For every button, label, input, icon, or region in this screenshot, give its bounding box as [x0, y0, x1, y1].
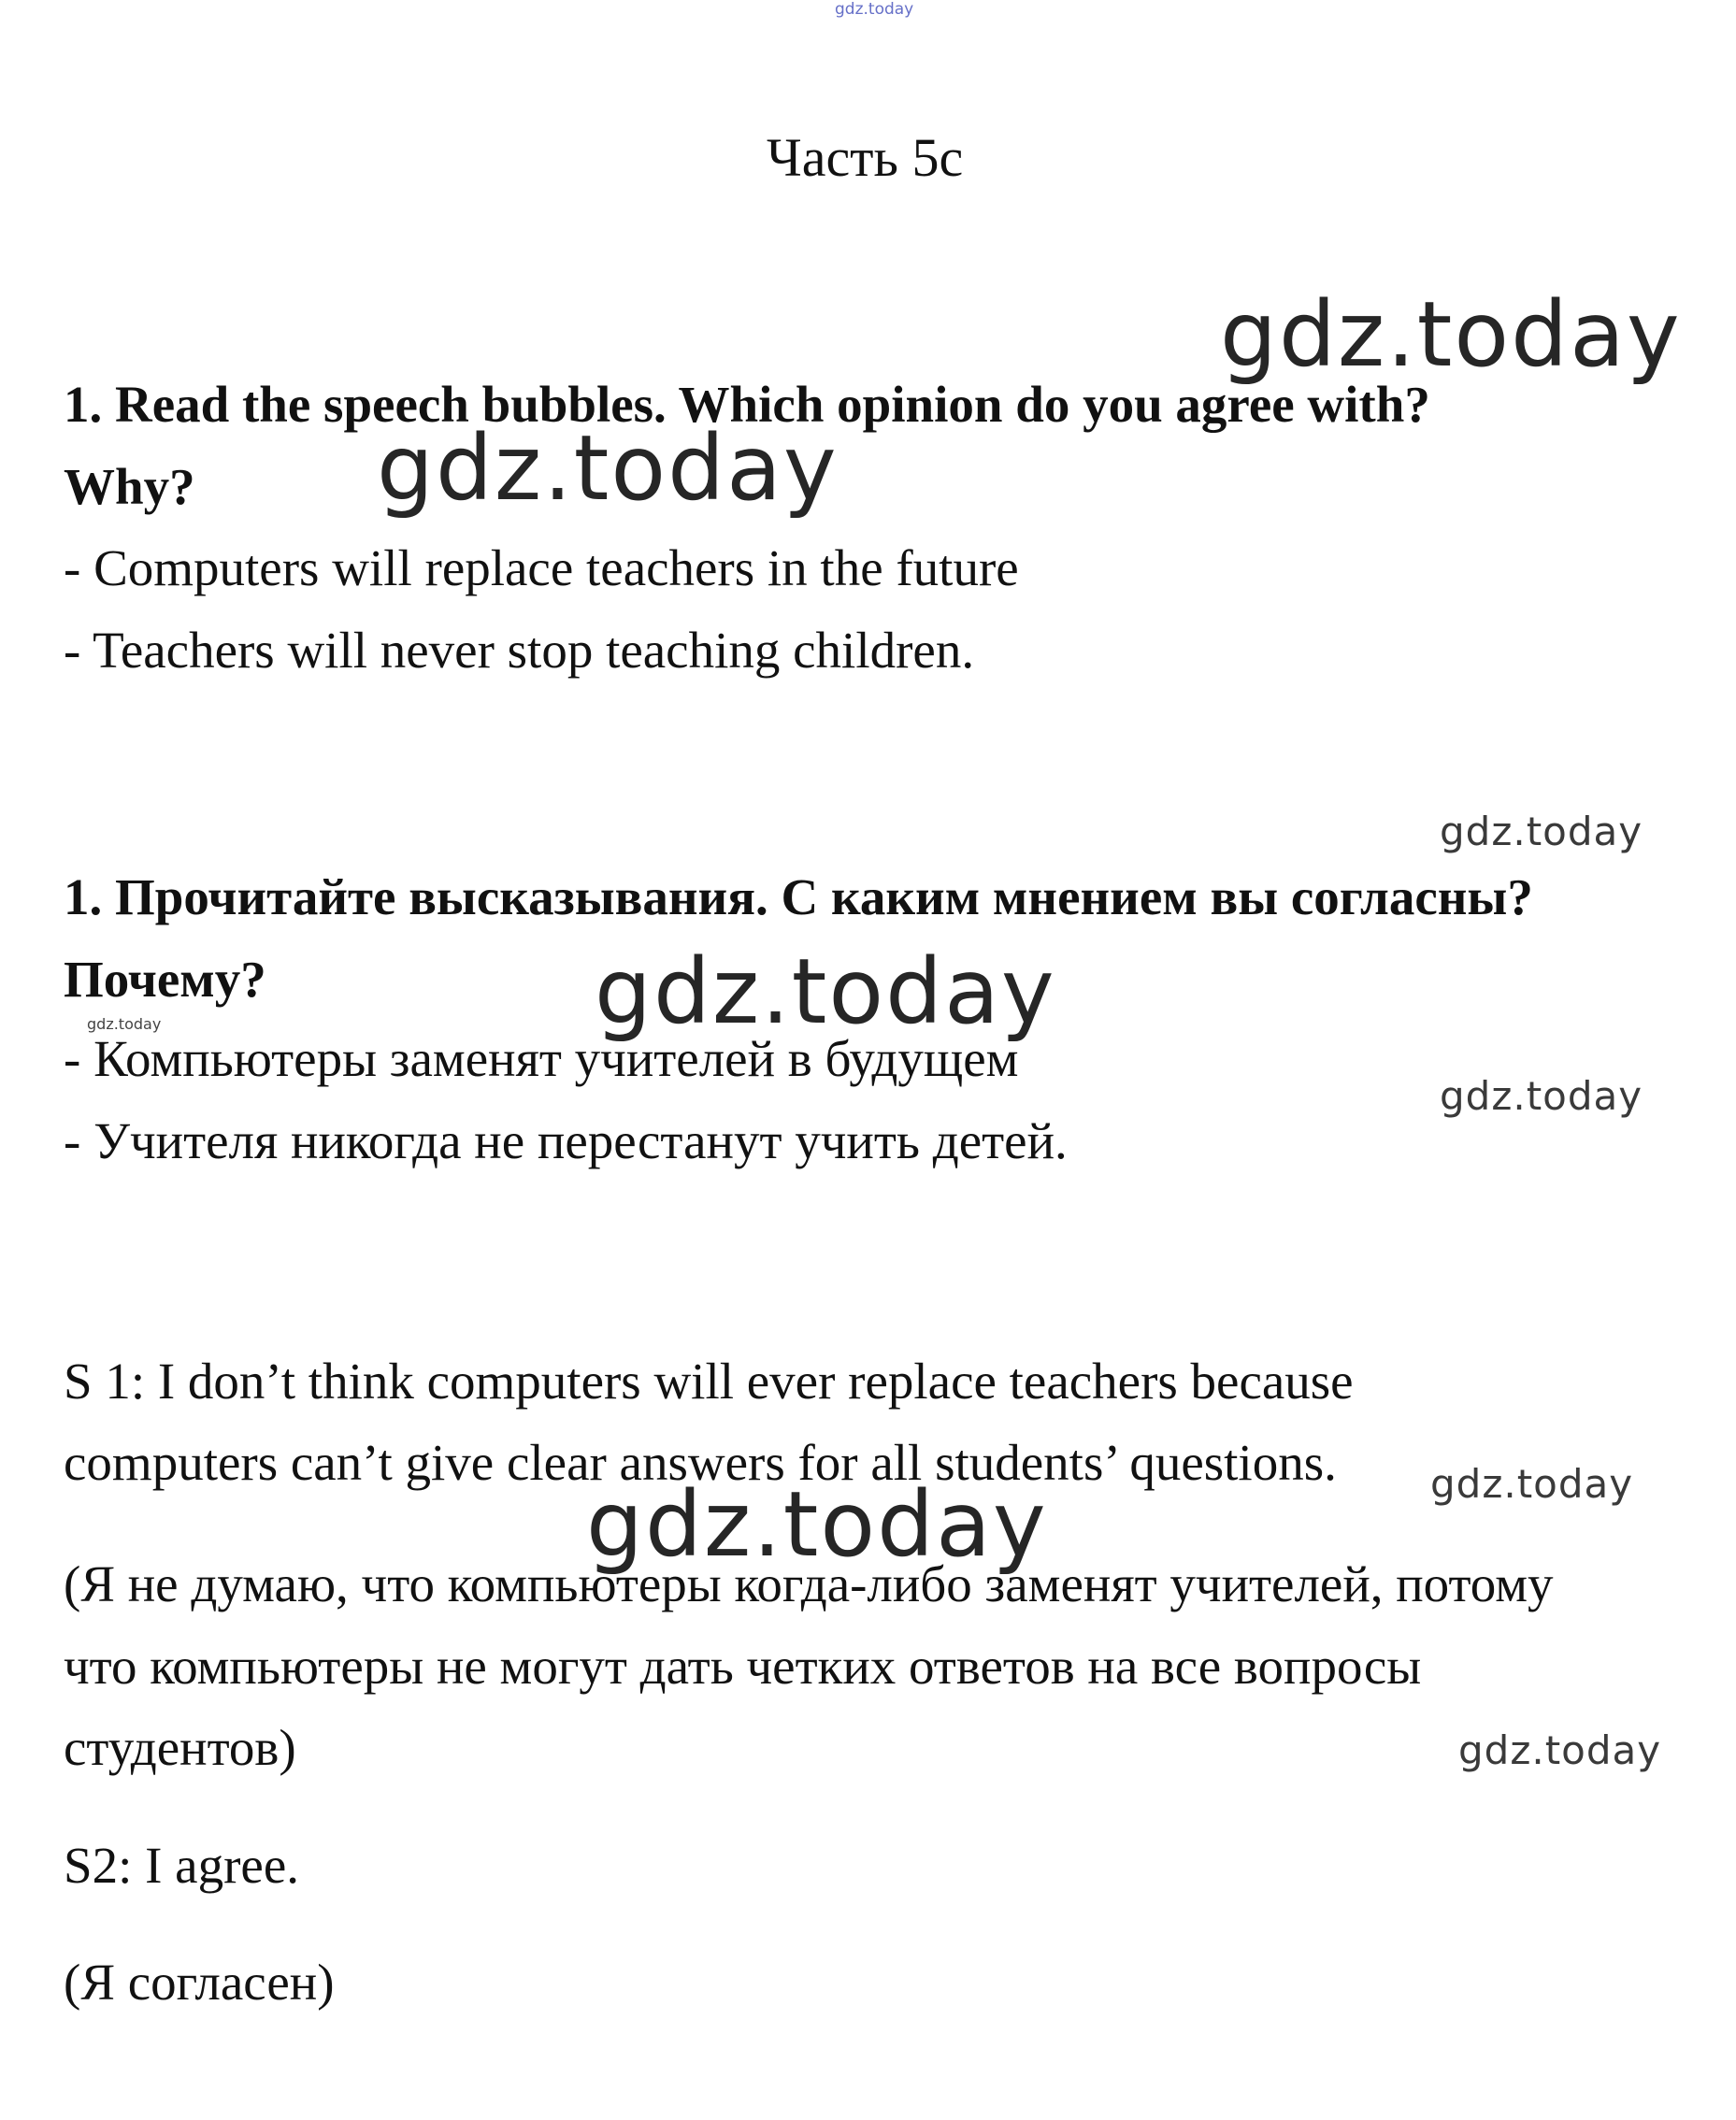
- exercise-en-heading: 1. Read the speech bubbles. Which opinion do you agree with?: [64, 376, 1430, 433]
- watermark-small: gdz.today: [1440, 1073, 1643, 1119]
- watermark-small: gdz.today: [1458, 1727, 1662, 1773]
- exercise-ru-heading-why: Почему?: [64, 951, 266, 1008]
- exercise-ru-heading: 1. Прочитайте высказывания. С каким мнением вы согласны?: [64, 868, 1533, 925]
- dialogue-s1-ru-line: студентов): [64, 1719, 296, 1776]
- watermark-large: gdz.today: [595, 939, 1056, 1044]
- dialogue-s1-en-line: S 1: I don’t think computers will ever replace teachers because: [64, 1353, 1354, 1410]
- page-title: Часть 5с: [767, 127, 964, 188]
- opinion-ru-item: - Учителя никогда не перестанут учить детей.: [64, 1112, 1068, 1169]
- opinion-ru-item: - Компьютеры заменят учителей в будущем: [64, 1030, 1019, 1087]
- watermark-large: gdz.today: [1220, 282, 1682, 387]
- watermark-large: gdz.today: [377, 416, 839, 521]
- opinion-en-item: - Teachers will never stop teaching children.: [64, 622, 975, 679]
- watermark-small: gdz.today: [1430, 1461, 1634, 1507]
- dialogue-s1-ru-line: (Я не думаю, что компьютеры когда-либо заменят учителей, потому: [64, 1555, 1554, 1612]
- watermark-tiny: gdz.today: [87, 1015, 162, 1033]
- watermark-top: gdz.today: [835, 0, 914, 19]
- dialogue-s1-ru-line: что компьютеры не могут дать четких ответов на все вопросы: [64, 1638, 1422, 1695]
- dialogue-s2-ru: (Я согласен): [64, 1954, 335, 2011]
- opinion-en-item: - Computers will replace teachers in the future: [64, 539, 1019, 596]
- watermark-large: gdz.today: [586, 1472, 1048, 1577]
- watermark-small: gdz.today: [1440, 809, 1643, 854]
- dialogue-s1-en-line: computers can’t give clear answers for all students’ questions.: [64, 1434, 1337, 1491]
- exercise-en-heading-why: Why?: [64, 458, 195, 515]
- dialogue-s2-en: S2: I agree.: [64, 1837, 299, 1894]
